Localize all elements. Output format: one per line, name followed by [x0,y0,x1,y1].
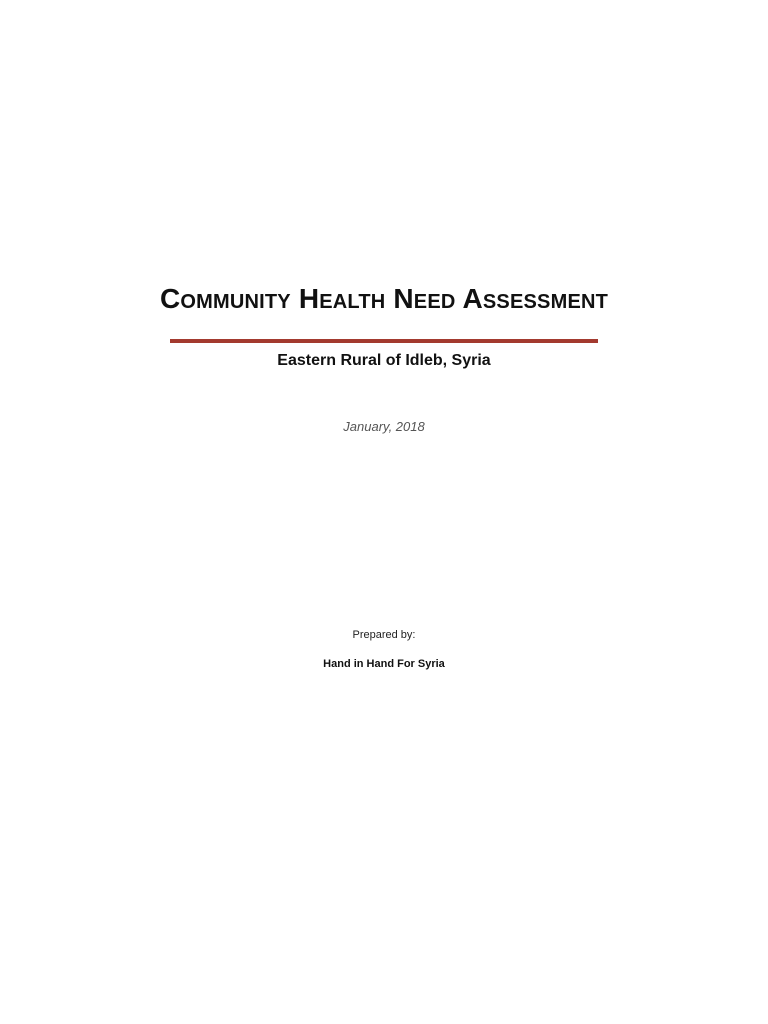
document-date: January, 2018 [343,419,425,434]
document-title: Community Health Need Assessment [159,283,609,314]
document-subtitle: Eastern Rural of Idleb, Syria [277,352,491,369]
title-divider [170,339,598,343]
organization-name: Hand in Hand For Syria [323,658,445,670]
prepared-by-label: Prepared by: [352,629,416,641]
